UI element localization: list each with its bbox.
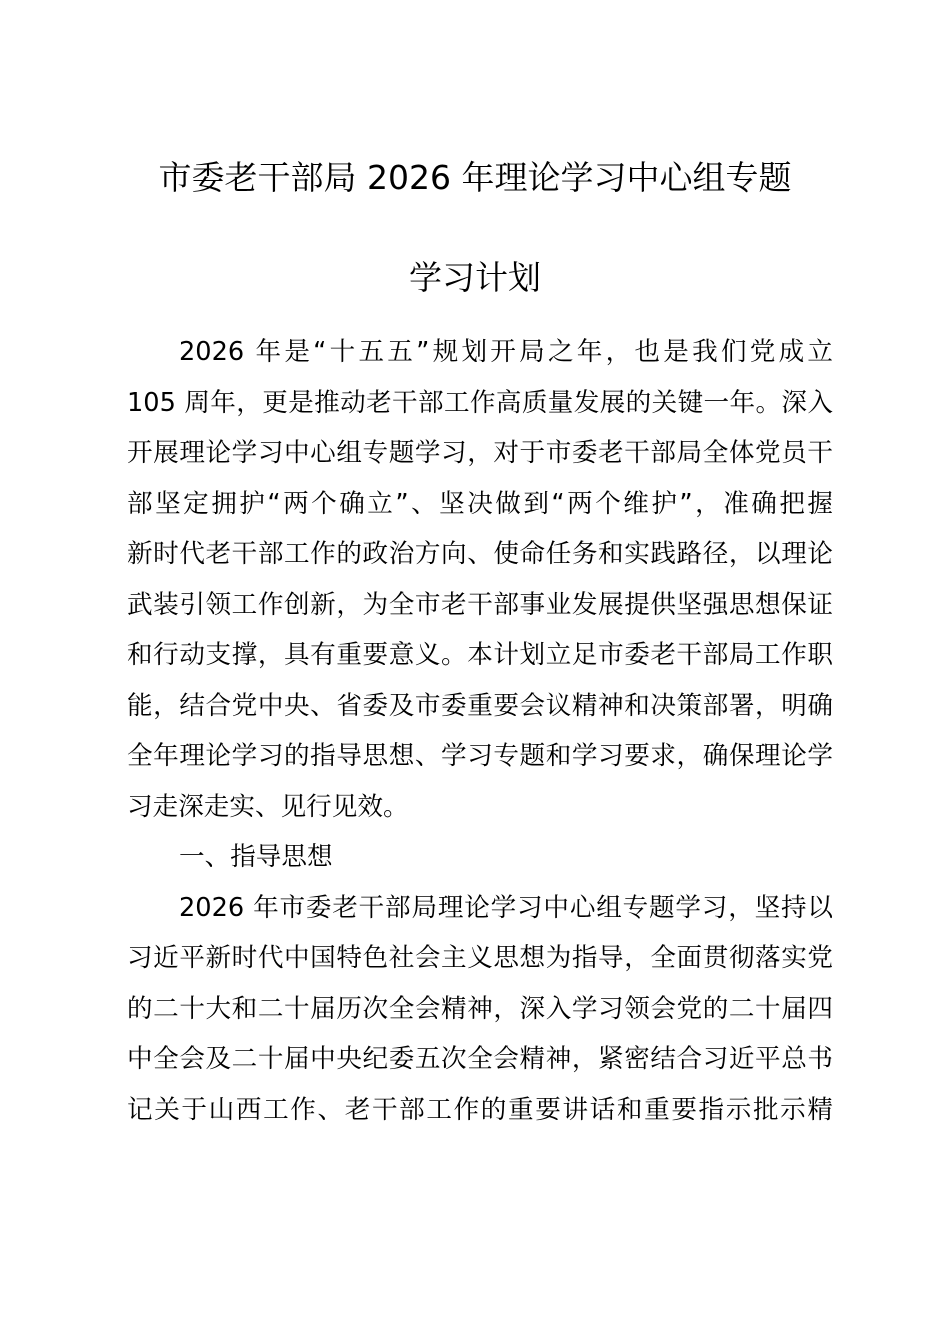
text-line: 开展理论学习中心组专题学习，对于市委老干部局全体党员干 <box>127 438 833 468</box>
text-line: 2026 年市委老干部局理论学习中心组专题学习，坚持以 <box>179 892 833 923</box>
text-line: 105 周年，更是推动老干部工作高质量发展的关键一年。深入 <box>127 387 833 418</box>
text-line: 习近平新时代中国特色社会主义思想为指导，全面贯彻落实党 <box>127 943 833 973</box>
text-line: 能，结合党中央、省委及市委重要会议精神和决策部署，明确 <box>127 690 833 721</box>
document-title-line-1: 市委老干部局 2026 年理论学习中心组专题 <box>158 158 792 197</box>
text-line: 习走深走实、见行见效。 <box>127 791 409 822</box>
text-line: 中全会及二十届中央纪委五次全会精神，紧密结合习近平总书 <box>127 1044 833 1074</box>
section-heading-guiding-ideology <box>127 841 833 892</box>
text-line: 和行动支撑，具有重要意义。本计划立足市委老干部局工作职 <box>127 640 833 670</box>
intro-paragraph <box>127 336 833 841</box>
text-line: 新时代老干部工作的政治方向、使命任务和实践路径，以理论 <box>127 539 833 569</box>
text-line: 2026 年是“十五五”规划开局之年，也是我们党成立 <box>179 337 833 367</box>
text-line: 记关于山西工作、老干部工作的重要讲话和重要指示批示精 <box>127 1094 833 1125</box>
guiding-ideology-paragraph <box>127 892 833 1145</box>
document-title-line-2: 学习计划 <box>409 258 541 297</box>
text-line: 的二十大和二十届历次全会精神，深入学习领会党的二十届四 <box>127 993 833 1024</box>
section-heading: 一、指导思想 <box>179 842 333 872</box>
text-line: 武装引领工作创新，为全市老干部事业发展提供坚强思想保证 <box>127 589 833 620</box>
text-line: 全年理论学习的指导思想、学习专题和学习要求，确保理论学 <box>127 741 833 771</box>
text-line: 部坚定拥护“两个确立”、坚决做到“两个维护”，准确把握 <box>127 488 833 519</box>
document-body <box>127 336 833 1144</box>
